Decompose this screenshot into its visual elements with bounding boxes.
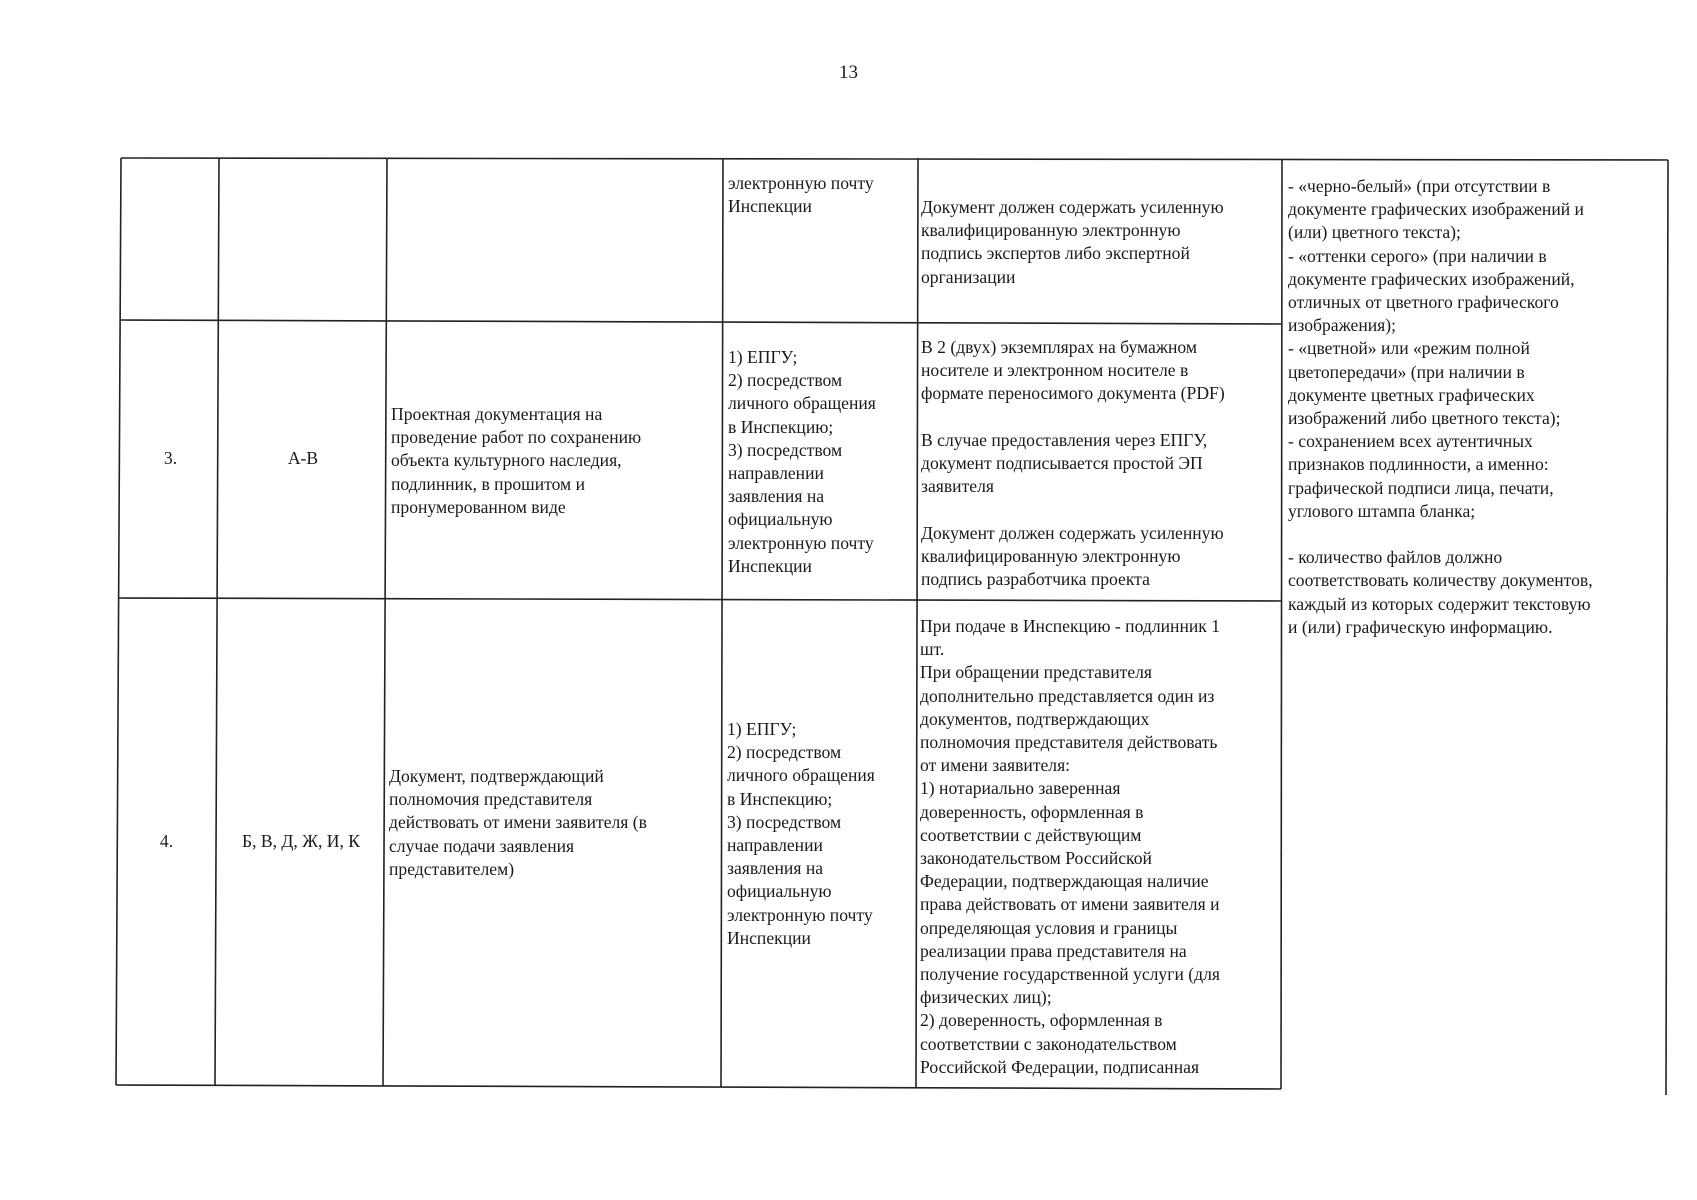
row-3-submission-method: 1) ЕПГУ; 2) посредством личного обращения в Инспекцию; 3) посредством направлении заявления на официальную электронную почту Инспекции <box>728 347 876 576</box>
row-4-requirements: При подаче в Инспекцию - подлинник 1 шт. При обращении представителя дополнительно представляется один из документов, подтверждающих полномочия представителя действовать от имени заявителя: 1) нотариально заверенная доверенность, оформленная в соответствии с действующим законодательством Российской Федерации, подтверждающая наличие права действовать от имени заявителя и определяющая условия и границы реализации права представителя на получение государственной услуги (для физических лиц); 2) доверенность, оформленная в соответствии с законодательством Российской Федерации, подписанная <box>920 616 1221 1077</box>
continuation-method: электронную почту Инспекции <box>728 173 874 217</box>
row-4-submission-method: 1) ЕПГУ; 2) посредством личного обращения в Инспекцию; 3) посредством направлении заявления на официальную электронную почту Инспекции <box>727 719 875 948</box>
format-requirements: - «черно-белый» (при отсутствии в документе графических изображений и (или) цветного текста); - «оттенки серого» (при наличии в документе графических изображений, отличных от цветного графического изображения); - «цветной» или «режим полной цветопередачи» (при наличии в документе цветных графических изображений либо цветного текста); - сохранением всех аутентичных признаков подлинности, а именно: графической подписи лица, печати, углового штампа бланка; - количество файлов должно соответствовать количеству документов, каждый из которых содержит текстовую и (или) графическую информацию. <box>1288 176 1593 637</box>
row-4-document-name: Документ, подтверждающий полномочия представителя действовать от имени заявителя (в случае подачи заявления представителем) <box>389 766 647 879</box>
row-3-number: 3. <box>163 448 178 468</box>
row-4-letters: Б, В, Д, Ж, И, К <box>241 831 361 851</box>
row-4-number: 4. <box>159 831 174 851</box>
row-3-letters: А-В <box>287 448 319 468</box>
row-3-requirements: В 2 (двух) экземплярах на бумажном носителе и электронном носителе в формате переносимого документа (PDF) В случае предоставления через ЕПГУ, документ подписывается простой ЭП заявителя Документ должен содержать усиленную квалифицированную электронную подпись разработчика проекта <box>921 337 1225 590</box>
page-number: 13 <box>839 62 858 83</box>
row-3-document-name: Проектная документация на проведение работ по сохранению объекта культурного наследия, подлинник, в прошитом и пронумерованном виде <box>391 404 642 517</box>
continuation-requirements: Документ должен содержать усиленную квалифицированную электронную подпись экспертов либо экспертной организации <box>921 197 1224 287</box>
